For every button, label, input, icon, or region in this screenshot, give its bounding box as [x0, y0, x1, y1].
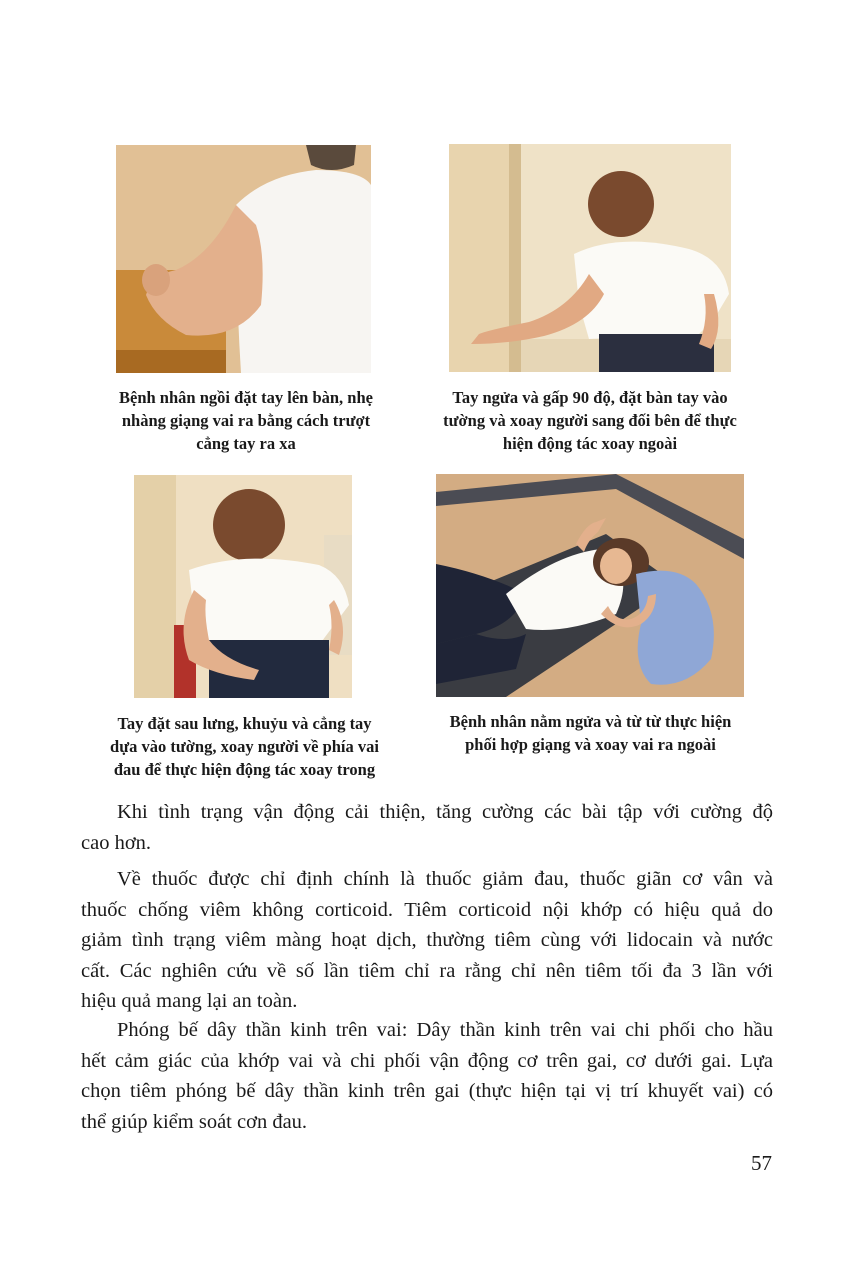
photo-supine-exercise [436, 474, 744, 697]
paragraph-1: Khi tình trạng vận động cải thiện, tăng cường các bài tập với cường độ cao hơn. [81, 801, 773, 854]
figure-caption-4: Bệnh nhân nằm ngửa và từ từ thực hiện phối hợp giạng và xoay vai ra ngoài [449, 712, 732, 754]
figure-caption-1: Bệnh nhân ngồi đặt tay lên bàn, nhẹ nhàng giạng vai ra bằng cách trượt cẳng tay ra xa [118, 388, 373, 453]
figure-caption-3: Tay đặt sau lưng, khuỷu và cẳng tay dựa vào tường, xoay người về phía vai đau để thực hiện động tác xoay trong [110, 714, 379, 779]
photo-seated-abduction [116, 145, 371, 373]
photo-internal-rotation [134, 475, 352, 698]
paragraph-3: Phóng bế dây thần kinh trên vai: Dây thần kinh trên vai chi phối cho hầu hết cảm giác của khớp vai và chi phối vận động cơ trên gai, cơ dưới gai. Lựa chọn tiêm phóng bế dây thần kinh trên gai (thực hiện tại vị trí khuyết vai) có thể giúp kiểm soát cơn đau. [81, 1019, 773, 1133]
photo-external-rotation [449, 144, 731, 372]
figure-caption-2: Tay ngửa và gấp 90 độ, đặt bàn tay vào tường và xoay người sang đối bên để thực hiện động tác xoay ngoài [443, 388, 737, 453]
paragraph-2: Về thuốc được chỉ định chính là thuốc giảm đau, thuốc giãn cơ vân và thuốc chống viêm không corticoid. Tiêm corticoid nội khớp có hiệu quả do giảm tình trạng viêm màng hoạt dịch, thường tiêm cùng với lidocain và nước cất. Các nghiên cứu về số lần tiêm chỉ ra rằng chỉ nên tiêm tối đa 3 lần với hiệu quả mang lại an toàn. [81, 868, 773, 1012]
page-number: 57 [751, 1151, 772, 1175]
